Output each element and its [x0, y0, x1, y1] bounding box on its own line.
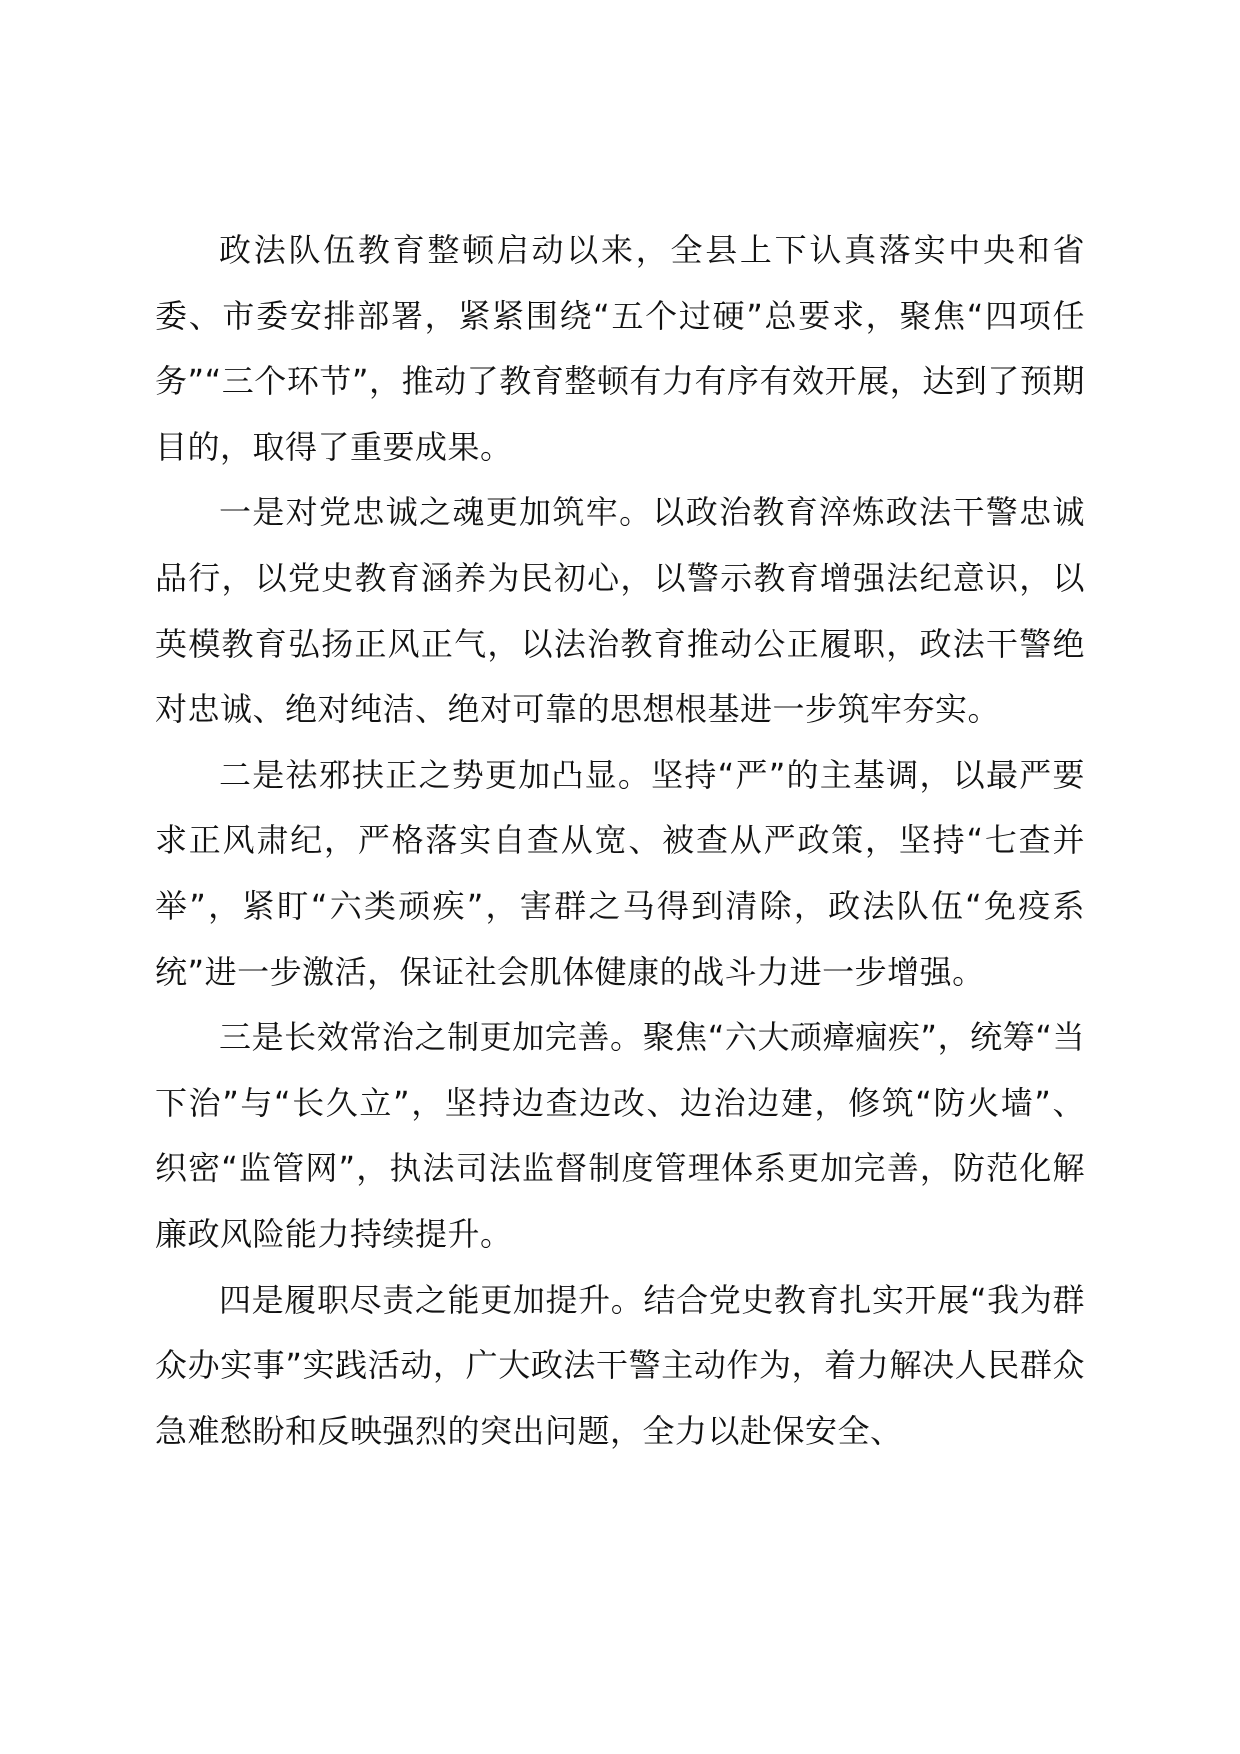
paragraph-point-3: 三是长效常治之制更加完善。聚焦“六大顽瘴痼疾”，统筹“当下治”与“长久立”，坚持边查边改、边治边建，修筑“防火墙”、织密“监管网”，执法司法监督制度管理体系更加完善，防范化解廉政风险能力持续提升。	[155, 1018, 1085, 1253]
paragraph-point-4: 四是履职尽责之能更加提升。结合党史教育扎实开展“我为群众办实事”实践活动，广大政法干警主动作为，着力解决人民群众急难愁盼和反映强烈的突出问题，全力以赴保安全、	[155, 1280, 1085, 1450]
paragraph-intro: 政法队伍教育整顿启动以来，全县上下认真落实中央和省委、市委安排部署，紧紧围绕“五个过硬”总要求，聚焦“四项任务”“三个环节”，推动了教育整顿有力有序有效开展，达到了预期目的，取得了重要成果。	[155, 231, 1085, 466]
paragraph-point-1: 一是对党忠诚之魂更加筑牢。以政治教育淬炼政法干警忠诚品行，以党史教育涵养为民初心，以警示教育增强法纪意识，以英模教育弘扬正风正气，以法治教育推动公正履职，政法干警绝对忠诚、绝对纯洁、绝对可靠的思想根基进一步筑牢夯实。	[155, 493, 1085, 729]
document-body	[155, 218, 1085, 1464]
paragraph-point-2: 二是祛邪扶正之势更加凸显。坚持“严”的主基调，以最严要求正风肃纪，严格落实自查从宽、被查从严政策，坚持“七查并举”，紧盯“六类顽疾”，害群之马得到清除，政法队伍“免疫系统”进一步激活，保证社会肌体健康的战斗力进一步增强。	[155, 755, 1085, 991]
